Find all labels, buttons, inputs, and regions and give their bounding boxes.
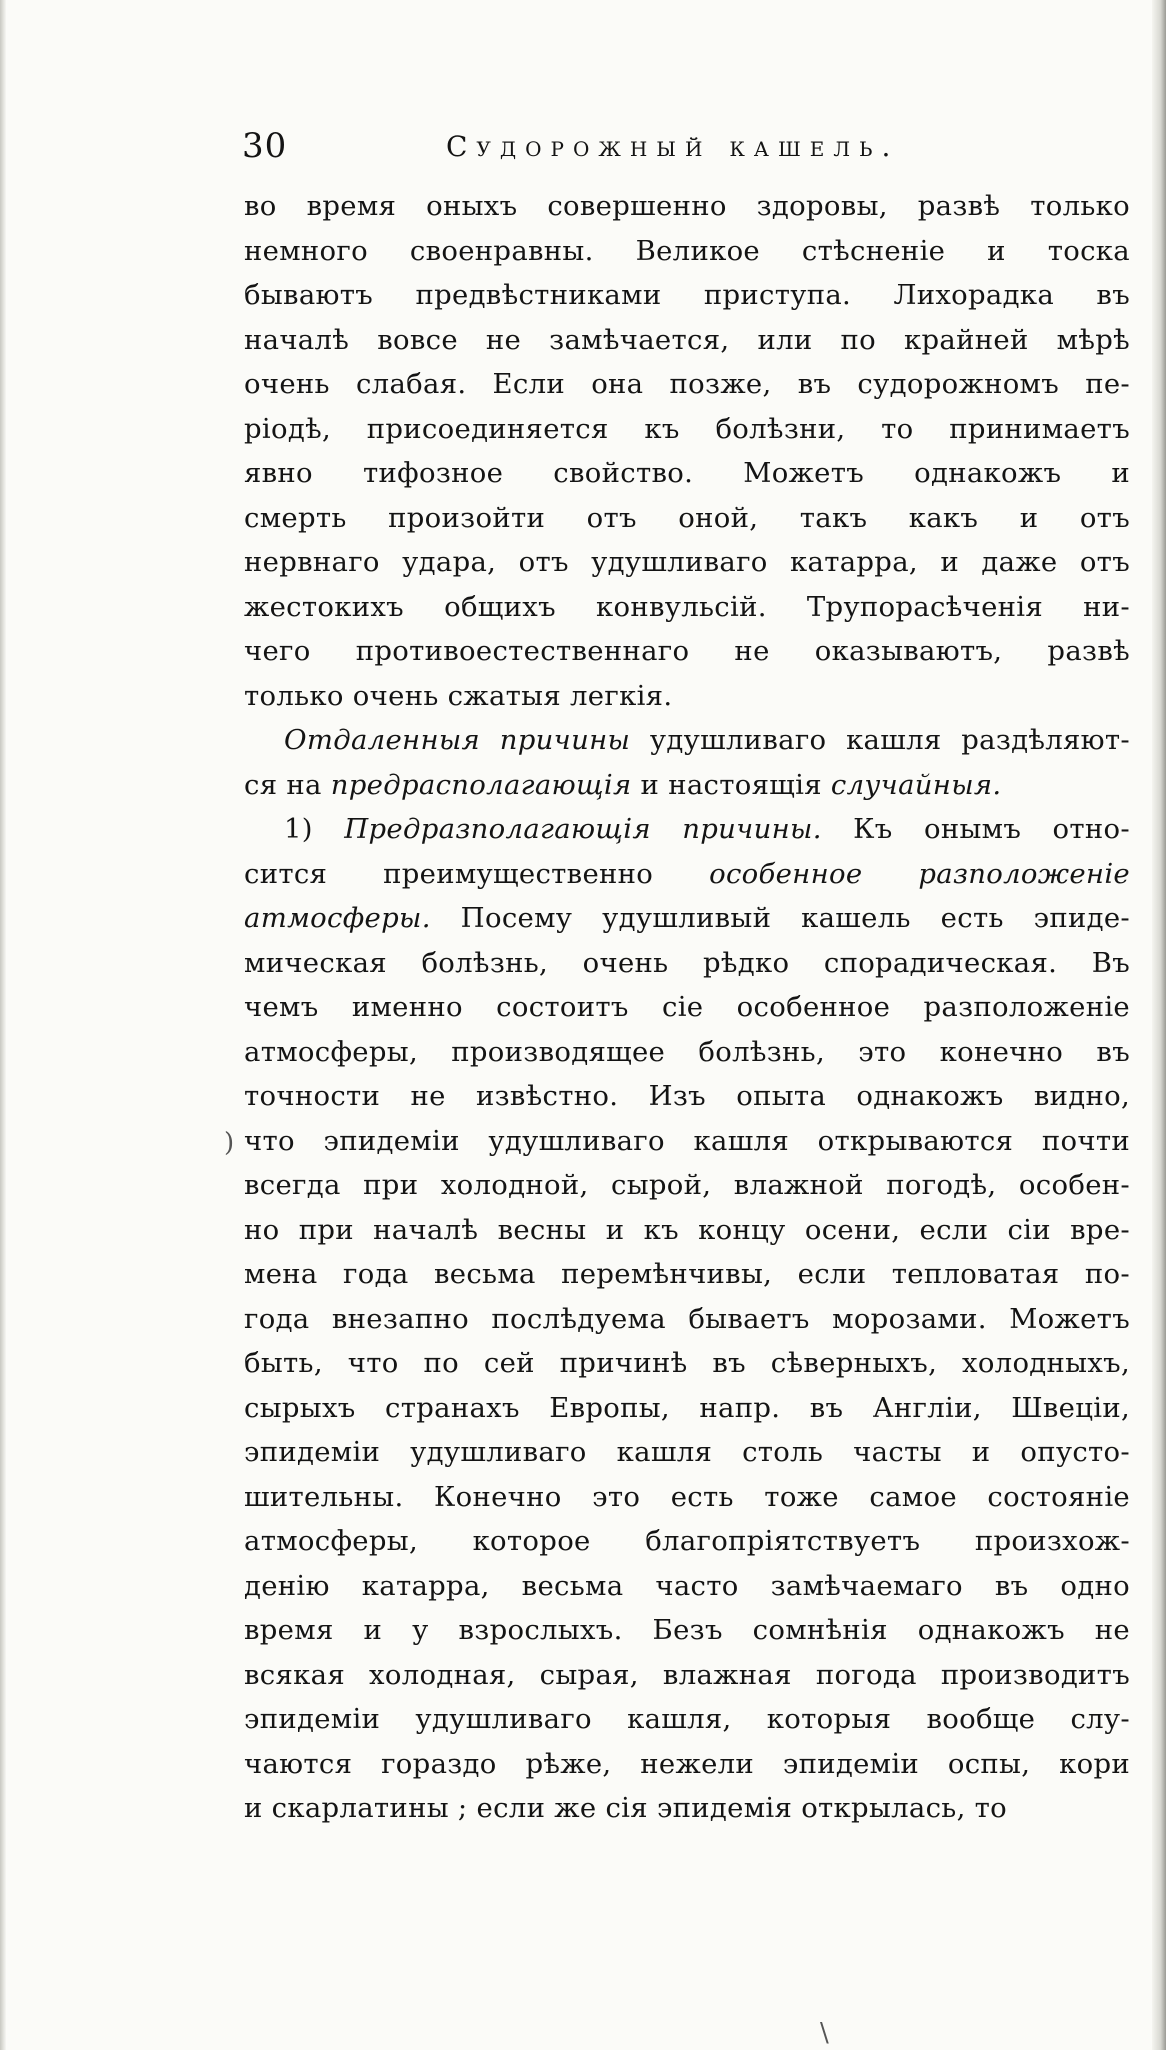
- text-line: [244, 407, 1130, 452]
- text-segment: денію катарра, весьма часто замѣчаемаго въ одно: [244, 1569, 1130, 1602]
- text-line: [244, 1074, 1130, 1119]
- text-line: [244, 1341, 1130, 1386]
- italic-segment: особенное разположеніе: [709, 857, 1131, 890]
- text-line: [244, 540, 1130, 585]
- text-segment: мена года весьма перемѣнчивы, если тепловатая по-: [244, 1258, 1130, 1290]
- text-segment: года внезапно послѣдуема бываетъ морозами. Можетъ: [244, 1302, 1130, 1335]
- text-line: [244, 1208, 1130, 1253]
- stray-mark: \: [820, 2018, 829, 2048]
- text-line: [244, 1742, 1130, 1787]
- italic-segment: случайныя.: [830, 768, 1002, 801]
- page-header: [242, 126, 1132, 172]
- text-line: [244, 718, 1130, 763]
- text-line: [244, 1653, 1130, 1698]
- text-segment: сится преимущественно: [244, 857, 710, 890]
- text-line: [244, 585, 1130, 630]
- italic-segment: Предразполагающія причины.: [344, 813, 822, 845]
- text-line: [244, 1430, 1130, 1475]
- text-segment: атмосферы, производящее болѣзнь, это конечно въ: [244, 1035, 1130, 1068]
- text-line: [244, 1608, 1130, 1653]
- text-line: [244, 807, 1130, 852]
- text-line: [244, 941, 1130, 986]
- text-segment: началѣ вовсе не замѣчается, или по крайней мѣрѣ: [244, 323, 1130, 356]
- margin-mark: ): [224, 1128, 235, 1158]
- page-gutter-shadow: [1152, 0, 1166, 2050]
- text-segment: всякая холодная, сырая, влажная погода производитъ: [244, 1658, 1130, 1691]
- italic-segment: Отдаленныя причины: [284, 724, 631, 756]
- text-segment: нервнаго удара, отъ удушливаго катарра, и даже отъ: [244, 546, 1130, 578]
- text-segment: Посему удушливый кашель есть эпиде-: [430, 902, 1130, 934]
- text-line: [244, 674, 1130, 719]
- body-text: [244, 184, 1130, 1831]
- text-line: [244, 451, 1130, 496]
- text-segment: шительны. Конечно это есть тоже самое состояніе: [244, 1480, 1130, 1513]
- text-segment: немного своенравны. Великое стѣсненіе и тоска: [244, 234, 1130, 267]
- text-segment: во время оныхъ совершенно здоровы, развѣ только: [244, 190, 1130, 222]
- text-line: [244, 184, 1130, 229]
- text-segment: 1): [284, 813, 345, 845]
- text-line: [244, 1697, 1130, 1742]
- text-line: [244, 1519, 1130, 1564]
- text-line: [244, 1119, 1130, 1164]
- text-line: [244, 1564, 1130, 1609]
- text-segment: эпидеміи удушливаго кашля столь часты и опусто-: [244, 1436, 1130, 1468]
- text-line: [244, 1386, 1130, 1431]
- text-line: [244, 229, 1130, 274]
- running-title: Судорожный кашель.: [446, 130, 900, 163]
- italic-segment: предрасполагающія: [330, 768, 632, 801]
- text-line: [244, 496, 1130, 541]
- text-line: [244, 1030, 1130, 1075]
- text-line: [244, 985, 1130, 1030]
- text-segment: и скарлатины ; если же сія эпидемія открылась, то: [244, 1792, 1008, 1824]
- text-segment: точности не извѣстно. Изъ опыта однакожъ видно,: [244, 1080, 1130, 1112]
- text-segment: жестокихъ общихъ конвульсій. Трупорасѣченія ни-: [244, 590, 1130, 623]
- text-segment: что эпидеміи удушливаго кашля открываются почти: [244, 1124, 1130, 1157]
- text-line: [244, 362, 1130, 407]
- text-segment: чаются гораздо рѣже, нежели эпидеміи оспы, кори: [244, 1747, 1130, 1780]
- text-segment: сырыхъ странахъ Европы, напр. въ Англіи, Швеціи,: [244, 1391, 1130, 1424]
- text-line: [244, 273, 1130, 318]
- text-segment: время и у взрослыхъ. Безъ сомнѣнія однакожъ не: [244, 1614, 1130, 1646]
- text-segment: эпидеміи удушливаго кашля, которыя вообще слу-: [244, 1703, 1130, 1735]
- text-line: [244, 1163, 1130, 1208]
- text-segment: бываютъ предвѣстниками приступа. Лихорадка въ: [244, 279, 1130, 311]
- text-segment: удушливаго кашля раздѣляют-: [630, 724, 1130, 756]
- text-segment: смерть произойти отъ оной, такъ какъ и отъ: [244, 501, 1130, 534]
- text-line: [244, 1252, 1130, 1297]
- text-segment: Къ онымъ отно-: [821, 813, 1130, 845]
- text-segment: быть, что по сей причинѣ въ сѣверныхъ, холодныхъ,: [244, 1347, 1130, 1379]
- text-segment: чемъ именно состоитъ сіе особенное разположеніе: [244, 991, 1130, 1023]
- text-segment: очень слабая. Если она позже, въ судорожномъ пе-: [244, 368, 1130, 400]
- text-line: [244, 852, 1130, 897]
- text-segment: ся на: [244, 768, 331, 801]
- page-number: 30: [242, 126, 288, 166]
- italic-segment: атмосферы.: [244, 902, 431, 934]
- text-line: [244, 1786, 1130, 1831]
- text-segment: но при началѣ весны и къ концу осени, если сіи вре-: [244, 1213, 1130, 1246]
- text-segment: атмосферы, которое благопріятствуетъ произхож-: [244, 1525, 1130, 1557]
- text-segment: только очень сжатыя легкія.: [244, 679, 673, 712]
- text-segment: всегда при холодной, сырой, влажной погодѣ, особен-: [244, 1169, 1130, 1201]
- text-line: [244, 763, 1130, 808]
- text-segment: и настоящія: [631, 768, 831, 801]
- text-line: [244, 1297, 1130, 1342]
- text-segment: чего противоестественнаго не оказываютъ, развѣ: [244, 635, 1130, 667]
- text-segment: мическая болѣзнь, очень рѣдко спорадическая. Въ: [244, 946, 1130, 979]
- text-segment: ріодѣ, присоединяется къ болѣзни, то принимаетъ: [244, 412, 1130, 445]
- page-left-edge: [0, 0, 6, 2050]
- text-line: [244, 1475, 1130, 1520]
- text-line: [244, 896, 1130, 941]
- text-line: [244, 629, 1130, 674]
- text-segment: явно тифозное свойство. Можетъ однакожъ и: [244, 457, 1130, 489]
- text-line: [244, 318, 1130, 363]
